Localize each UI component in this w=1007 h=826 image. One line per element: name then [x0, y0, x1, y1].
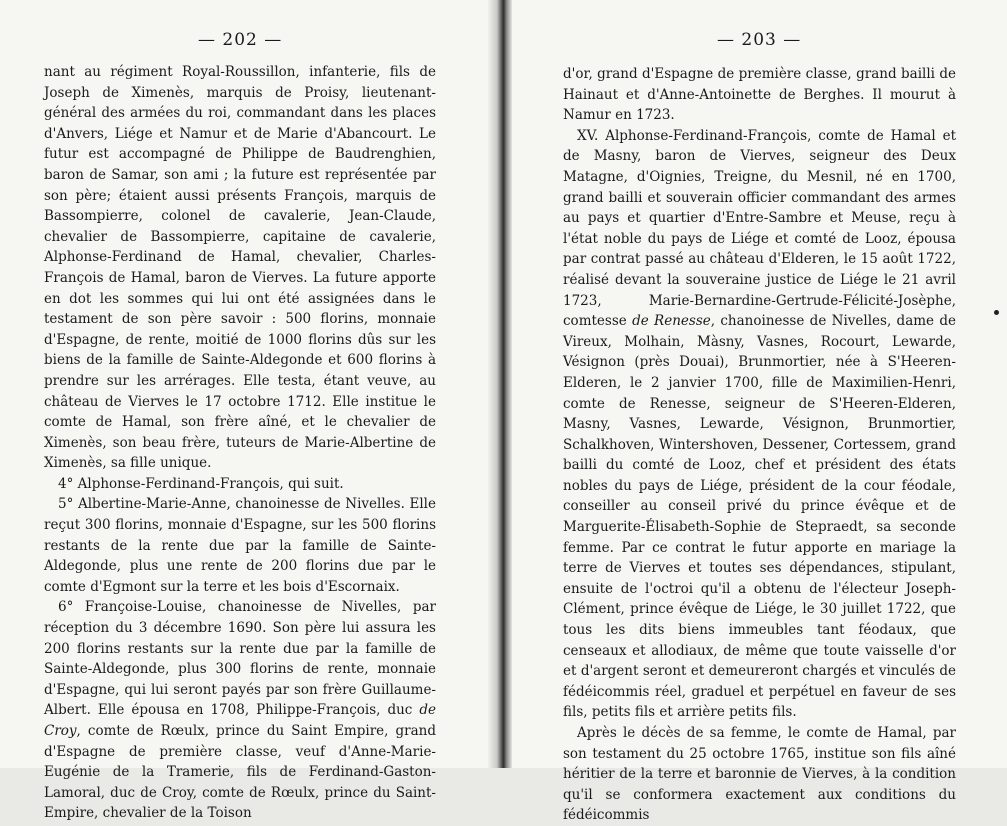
italic-text: de Croy — [44, 702, 436, 739]
paragraph-text: , comte de Rœulx, prince du Saint Empire, grand d'Espagne de première classe, veuf d'Anne-Marie-Eugénie de la Tramerie, fils de Ferdinand-Gaston-Lamoral, duc de Croy, comte de Rœulx, prince du Saint-Empire, chevalier de la Toison — [44, 723, 436, 822]
paragraph: d'or, grand d'Espagne de première classe, grand bailli de Hainaut et d'Anne-Antoinette de Berghes. Il mourut à Namur en 1723. — [563, 66, 956, 124]
page-number-202: — 202 — — [198, 30, 283, 50]
left-page — [0, 0, 496, 822]
paragraph — [563, 126, 956, 723]
paragraph: 4° Alphonse-Ferdinand-François, qui suit. — [58, 475, 344, 492]
paragraph-text: XV. Alphonse-Ferdinand-François, comte de Hamal et de Masny, baron de Vierves, seigneur des Deux Matagne, d'Oignies, Treigne, du Mesnil, né en 1700, grand bailli et souverain officier commandant des armes au pays et quartier d'Entre-Sambre et Meuse, reçu à l'état noble du pays de Liége et comté de Looz, épousa par contrat passé au château d'Elderen, le 15 août 1722, réalisé devant la souveraine justice de Liége le 21 avril 1723, Marie-Bernardine-Gertrude-Félicité-Josèphe, comtesse — [563, 127, 956, 330]
right-page-text — [563, 64, 956, 826]
paragraph — [44, 597, 436, 824]
paragraph: 5° Albertine-Marie-Anne, chanoinesse de Nivelles. Elle reçut 300 florins, monnaie d'Espagne, sur les 500 florins restants de la rente due par la famille de Sainte-Aldegonde, plus une rente de 200 florins due par le comte d'Egmont sur la terre et les bois d'Escornaix. — [44, 496, 436, 595]
right-page — [512, 0, 1007, 824]
paragraph: nant au régiment Royal-Roussillon, infanterie, fils de Joseph de Ximenès, marquis de Proisy, lieutenant-général des armées du roi, commandant dans les places d'Anvers, Liége et Namur et de Marie d'Abancourt. Le futur est accompagné de Philippe de Baudrenghien, baron de Samar, son ami ; la future est représentée par son père; étaient aussi présents François, marquis de Bassompierre, colonel de cavalerie, Jean-Claude, chevalier de Bassompierre, capitaine de cavalerie, Alphonse-Ferdinand de Hamal, chevalier, Charles-François de Hamal, baron de Vierves. La future apporte en dot les sommes qui lui ont été assignées dans le testament de son père savoir : 500 florins, monnaie d'Espagne, de rente, moitié de 1000 florins dûs sur les biens de la famille de Sainte-Aldegonde et 600 florins à prendre sur les arrérages. Elle testa, étant veuve, au château de Vierves le 17 octobre 1712. Elle institue le comte de Hamal, son frère aîné, et le chevalier de Ximenès, son beau frère, tuteurs de Marie-Albertine de Ximenès, sa fille unique. — [44, 64, 436, 472]
page-number-203: — 203 — — [717, 30, 802, 50]
left-page-text — [44, 62, 436, 824]
paragraph-text: 6° Françoise-Louise, chanoinesse de Nivelles, par réception du 3 décembre 1690. Son père lui assura les 200 florins restants sur la rente due par la famille de Sainte-Aldegonde, plus 300 florins de rente, monnaie d'Espagne, qui lui seront payés par son frère Guillaume-Albert. Elle épousa en 1708, Philippe-François, duc — [44, 599, 436, 719]
italic-text: de Renesse — [632, 313, 711, 330]
scan-speck — [994, 310, 999, 315]
paragraph: Après le décès de sa femme, le comte de Hamal, par son testament du 25 octobre 1765, institue son fils aîné héritier de la terre et baronnie de Vierves, à la condition qu'il se conformera exactement aux conditions du fédéicommis — [563, 725, 956, 824]
paragraph-text: , chanoinesse de Nivelles, dame de Vireux, Molhain, Màsny, Vasnes, Rocourt, Lewarde, Vésignon (près Douai), Brunmortier, née à S'Heeren-Elderen, le 2 janvier 1700, fille de Maximilien-Henri, comte de Renesse, seigneur de S'Heeren-Elderen, Masny, Vasnes, Lewarde, Vésignon, Brunmortier, Schalkhoven, Wintershoven, Dessener, Cortessem, grand bailli du comté de Looz, chef et président des états nobles du pays de Liége, président de la cour féodale, conseiller au conseil privé du prince évêque et de Marguerite-Élisabeth-Sophie de Stepraedt, sa seconde femme. Par ce contrat le futur apporte en mariage la terre de Vierves et toutes ses dépendances, stipulant, ensuite de l'octroi qu'il a obtenu de l'électeur Joseph-Clément, prince évêque de Liége, le 30 juillet 1722, que tous les dits biens immeubles tant féodaux, que censeaux et allodiaux, de même que toute vaisselle d'or et d'argent seront et demeureront chargés et vinculés de fédéicommis réel, graduel et perpétuel en faveur de ses fils, petits fils et arrière petits fils. — [563, 313, 957, 721]
